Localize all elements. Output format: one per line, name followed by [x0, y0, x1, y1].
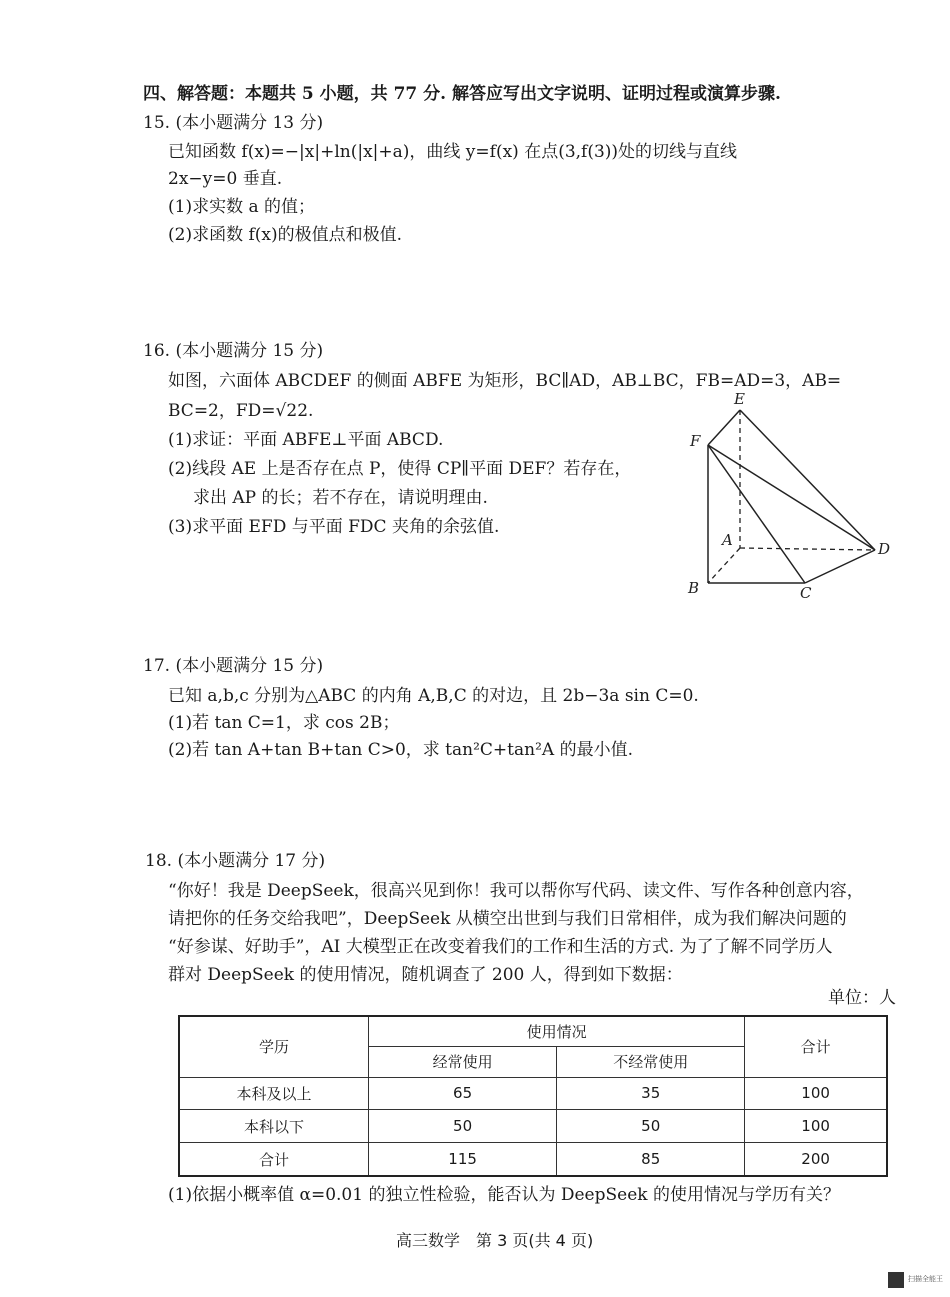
q17-part-2: (2)若 tan A+tan B+tan C>0，求 tan²C+tan²A 的最小值. — [168, 740, 633, 760]
q17-part-1: (1)若 tan C=1，求 cos 2B； — [168, 713, 400, 733]
cell-not-often: 35 — [557, 1077, 745, 1110]
q15-heading: 15. (本小题满分 13 分) — [143, 113, 324, 133]
scanner-watermark: 扫描全能王 — [908, 1275, 943, 1283]
usage-table — [178, 1015, 888, 1177]
row-label: 本科及以上 — [179, 1077, 369, 1110]
header-often: 经常使用 — [369, 1046, 557, 1077]
edge-FC — [708, 445, 805, 583]
q16-stem-line-2: BC=2，FD=√22. — [168, 401, 314, 421]
q18-stem-line-2: 请把你的任务交给我吧”，DeepSeek 从横空出世到与我们日常相伴，成为我们解决问题的 — [168, 909, 847, 929]
edge-AD-hidden — [740, 548, 875, 550]
header-total: 合计 — [745, 1016, 887, 1077]
q15-stem-line-2: 2x−y=0 垂直. — [168, 169, 283, 189]
edge-FD — [708, 445, 875, 550]
q17-stem: 已知 a,b,c 分别为△ABC 的内角 A,B,C 的对边，且 2b−3a sin C=0. — [168, 686, 699, 706]
label-C: C — [800, 584, 812, 602]
row-label: 合计 — [179, 1143, 369, 1177]
edge-AB-hidden — [708, 548, 740, 583]
table-row — [179, 1143, 887, 1177]
q18-unit: 单位：人 — [828, 988, 896, 1008]
header-not-often: 不经常使用 — [557, 1046, 745, 1077]
cell-not-often: 50 — [557, 1110, 745, 1143]
label-F: F — [690, 432, 701, 450]
q16-part-1: (1)求证：平面 ABFE⊥平面 ABCD. — [168, 430, 444, 450]
q16-part-2b: 求出 AP 的长；若不存在，请说明理由. — [193, 488, 488, 508]
edge-FE — [708, 410, 740, 445]
header-education: 学历 — [179, 1016, 369, 1077]
cell-often: 65 — [369, 1077, 557, 1110]
q18-part-1: (1)依据小概率值 α=0.01 的独立性检验，能否认为 DeepSeek 的使用情况与学历有关？ — [168, 1185, 840, 1205]
label-A: A — [722, 531, 733, 549]
label-D: D — [878, 540, 891, 558]
q18-heading: 18. (本小题满分 17 分) — [145, 851, 326, 871]
cell-often: 50 — [369, 1110, 557, 1143]
label-E: E — [734, 390, 745, 408]
cell-not-often: 85 — [557, 1143, 745, 1177]
q16-part-3: (3)求平面 EFD 与平面 FDC 夹角的余弦值. — [168, 517, 500, 537]
section-header: 四、解答题：本题共 5 小题，共 77 分. 解答应写出文字说明、证明过程或演算步骤. — [143, 84, 781, 104]
q15-part-1: (1)求实数 a 的值； — [168, 197, 316, 217]
label-B: B — [688, 579, 700, 597]
q16-part-2a: (2)线段 AE 上是否存在点 P，使得 CP∥平面 DEF？若存在， — [168, 459, 632, 479]
cell-total: 100 — [745, 1077, 887, 1110]
cell-often: 115 — [369, 1143, 557, 1177]
q17-heading: 17. (本小题满分 15 分) — [143, 656, 324, 676]
q16-stem-line-1: 如图，六面体 ABCDEF 的侧面 ABFE 为矩形，BC∥AD，AB⊥BC，FB=AD=3，AB= — [168, 371, 842, 391]
table-row — [179, 1077, 887, 1110]
edge-ED — [740, 410, 875, 550]
header-usage: 使用情况 — [369, 1016, 745, 1046]
q18-stem-line-1: “你好！我是 DeepSeek，很高兴见到你！我可以帮你写代码、读文件、写作各种创意内容， — [168, 881, 864, 901]
q18-stem-line-3: “好参谋、好助手”，AI 大模型正在改变着我们的工作和生活的方式. 为了了解不同学历人 — [168, 937, 833, 957]
q18-stem-line-4: 群对 DeepSeek 的使用情况，随机调查了 200 人，得到如下数据： — [168, 965, 683, 985]
cell-total: 200 — [745, 1143, 887, 1177]
qr-code-icon — [888, 1272, 904, 1288]
hexahedron-figure — [680, 385, 910, 605]
row-label: 本科以下 — [179, 1110, 369, 1143]
page-footer: 高三数学 第 3 页(共 4 页) — [396, 1231, 594, 1250]
q15-part-2: (2)求函数 f(x)的极值点和极值. — [168, 225, 403, 245]
edge-CD — [805, 550, 875, 583]
q16-heading: 16. (本小题满分 15 分) — [143, 341, 324, 361]
table-row — [179, 1110, 887, 1143]
q15-stem-line-1: 已知函数 f(x)=−|x|+ln(|x|+a)，曲线 y=f(x) 在点(3,f(3))处的切线与直线 — [168, 142, 738, 162]
cell-total: 100 — [745, 1110, 887, 1143]
